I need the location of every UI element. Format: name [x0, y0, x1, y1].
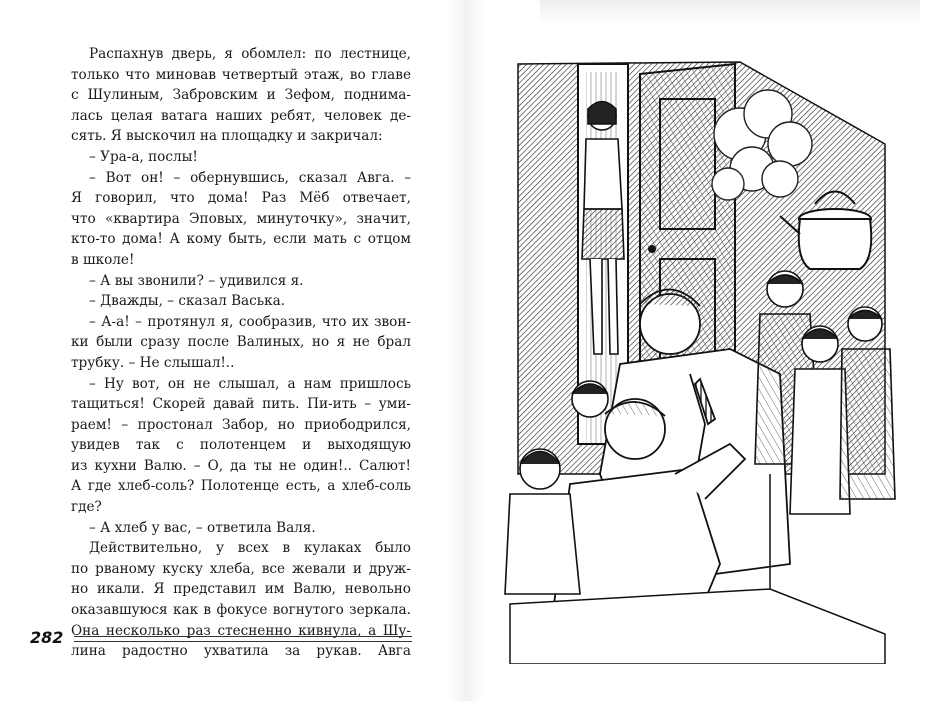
text-line: – А вы звонили? – удивился я.	[89, 272, 304, 289]
text-line: Действительно, у всех в кулаках было	[89, 540, 411, 557]
text-line: – Дважды, – сказал Васька.	[89, 293, 286, 310]
page-footer	[30, 627, 412, 649]
text-line: А где хлеб-соль? Полотенце есть, а хлеб-соль	[71, 478, 411, 495]
text-line: с Шулиным, Забровским и Зефом, поднима-	[71, 87, 411, 104]
ink-illustration-icon	[490, 44, 915, 664]
footer-rule	[74, 636, 412, 642]
text-line: только что миновав четвертый этаж, во главе	[71, 66, 411, 83]
left-page-text	[71, 44, 411, 662]
text-line: Она несколько раз стесненно кивнула, а Шу-	[71, 622, 411, 639]
page-number: 282	[30, 628, 64, 647]
text-line: – Ура-а, послы!	[89, 148, 198, 165]
text-line: ки были сразу после Валиных, но я не брал	[71, 334, 411, 351]
text-line: трубку. – Не слышал!..	[71, 354, 235, 371]
text-line: раем! – простонал Забор, но приободрился,	[71, 416, 411, 433]
text-line: что «квартира Эповых, минуточку», значит,	[71, 210, 411, 227]
text-line: Распахнув дверь, я обомлел: по лестнице,	[89, 46, 411, 62]
text-line: Я говорил, что дома! Раз Мёб отвечает,	[71, 190, 411, 207]
text-line: оказавшуюся как в фокусе вогнутого зеркала.	[71, 602, 411, 619]
text-line: по рваному куску хлеба, все жевали и друж-	[71, 560, 411, 577]
text-line: – А-а! – протянул я, сообразив, что их звон-	[89, 313, 411, 330]
text-line: тащиться! Скорей давай пить. Пи-ить – уми-	[71, 396, 411, 413]
text-line: – Ну вот, он не слышал, а нам пришлось	[89, 375, 411, 392]
text-line: но икали. Я представил им Валю, невольно	[71, 581, 411, 598]
text-line: в школе!	[71, 251, 135, 268]
text-line: где?	[71, 499, 102, 516]
text-line: – А хлеб у вас, – ответила Валя.	[89, 519, 316, 536]
text-line: лась целая ватага наших ребят, человек де-	[71, 107, 411, 124]
text-line: лина радостно ухватила за рукав. Авга	[71, 643, 411, 660]
paper-bleed	[540, 0, 920, 24]
text-line: сять. Я выскочил на площадку и закричал:	[71, 128, 383, 145]
text-line: из кухни Валю. – О, да ты не один!.. Салют!	[71, 457, 411, 474]
text-line: – Вот он! – обернувшись, сказал Авга. –	[89, 169, 411, 186]
page-gutter	[448, 0, 484, 701]
text-line: увидев так с полотенцем и выходящую	[71, 437, 411, 454]
text-line: кто-то дома! А кому быть, если мать с отцом	[71, 231, 411, 248]
